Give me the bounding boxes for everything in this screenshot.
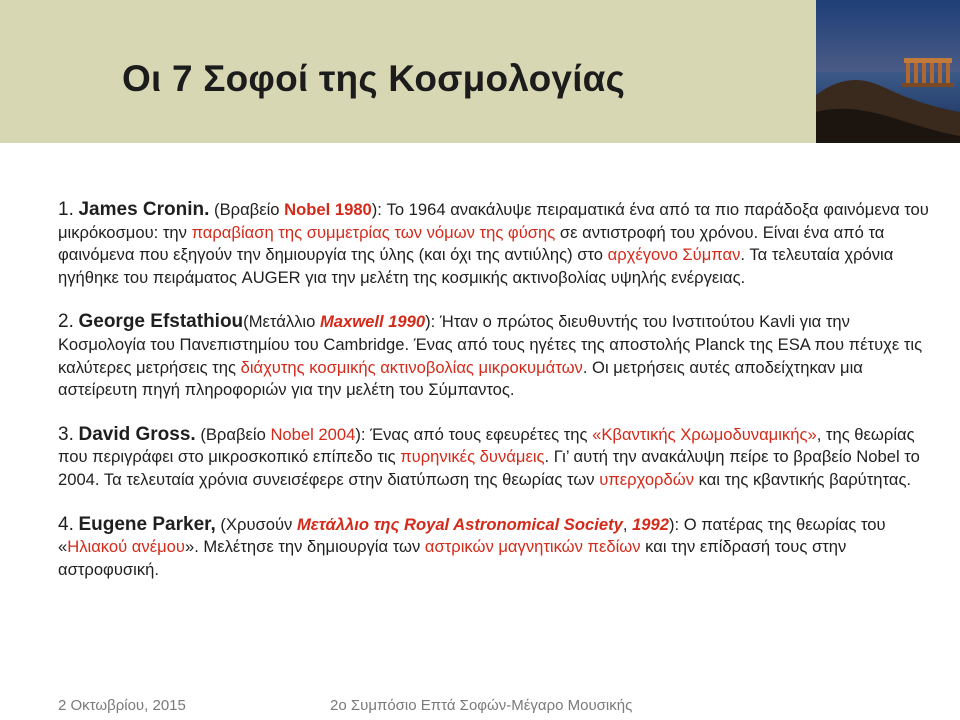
award-text: Μετάλλιο της Royal Astronomical Society [296,514,623,534]
list-item-parker [58,514,942,582]
text-run: ): Ο πατέρας της θεωρίας του « [58,514,886,557]
award-text: Maxwell 1990 [319,312,426,332]
text-run: ». Μελέτησε την δημιουργία των [184,537,425,557]
highlight-text: πυρηνικές δυνάμεις [400,447,545,467]
text-run: και την επίδρασή τους στην αστροφυσική. [58,537,847,579]
award-text: Nobel 2004 [270,424,356,444]
item-number: 2. [58,311,74,333]
text-run: (Βραβείο [214,200,285,219]
slide-header [0,0,960,143]
highlight-text: Ηλιακού ανέμου [67,537,185,557]
slide-body [58,199,942,603]
sounion-temple-photo [816,0,960,143]
text-run: ): Το 1964 ανακάλυψε πειραματικά ένα από τα πιο παράδοξα φαινόμενα του μικρόκοσμου: την [58,200,929,242]
text-run: ): Ήταν ο πρώτος διευθυντής του Ινστιτούτου Kavli για την Κοσμολογία του Πανεπιστημίου του Cambridge. Ένας από τους ηγέτες της αποστολής Planck της ESA που πέτυχε τις καλύτερες μετρήσεις της [58,312,923,377]
text-run: σε αντιστροφή του χρόνου. Είναι ένα από τα φαινόμενα που εξηγούν την δημιουργία της ύλης (και όχι της αντιύλης) στο [58,222,885,265]
text-run: , της θεωρίας που περιγράφει στο μικροσκοπικό επίπεδο τις [58,424,915,467]
award-text: Nobel 1980 [284,200,372,219]
text-run: , [622,514,633,534]
highlight-text: υπερχορδών [599,469,694,489]
laureate-name: George Efstathiou [78,311,244,333]
text-run: ): Ένας από τους εφευρέτες της [355,424,593,444]
text-run: και της κβαντικής βαρύτητας. [694,469,912,489]
footer-date: 2 Οκτωβρίου, 2015 [58,697,186,714]
text-run: . Οι μετρήσεις αυτές αποδείχτηκαν μια αστείρευτη πηγή πληροφοριών για την μελέτη του Σύμπαντος. [58,357,863,400]
footer-event: 2ο Συμπόσιο Επτά Σοφών-Μέγαρο Μουσικής [330,697,633,714]
laureate-name: Eugene Parker, [78,513,216,535]
text-run: (Βραβείο [200,424,271,444]
item-number: 4. [58,513,74,535]
text-run: . Γι’ αυτή την ανακάλυψη πείρε το βραβείο Nobel το 2004. Τα τελευταία χρόνια συνεισέφερε στην διατύπωση της θεωρίας των [58,447,920,489]
highlight-text: παραβίαση της συμμετρίας των νόμων της φύσης [191,222,556,242]
text-run: . Τα τελευταία χρόνια ηγήθηκε του πειράματος AUGER για την μελέτη της κοσμικής ακτινοβολίας υψηλής ενέργειας. [58,245,894,287]
highlight-text: αρχέγονο Σύμπαν [607,245,741,265]
list-item-gross [58,424,942,492]
item-number: 3. [58,423,74,445]
list-item-efstathiou [58,311,942,401]
text-run: (Μετάλλιο [243,312,320,332]
item-number: 1. [58,199,74,220]
laureate-name: David Gross. [78,423,196,445]
highlight-text: αστρικών μαγνητικών πεδίων [424,537,641,557]
slide-title: Οι 7 Σοφοί της Κοσμολογίας [122,58,626,99]
laureate-name: James Cronin. [78,199,210,220]
highlight-text: «Κβαντικής Χρωμοδυναμικής» [592,424,817,444]
list-item-cronin [58,199,942,289]
highlight-text: διάχυτης κοσμικής ακτινοβολίας μικροκυμάτων [240,357,583,377]
text-run: (Χρυσούν [220,514,297,534]
award-year: 1992 [632,514,669,534]
